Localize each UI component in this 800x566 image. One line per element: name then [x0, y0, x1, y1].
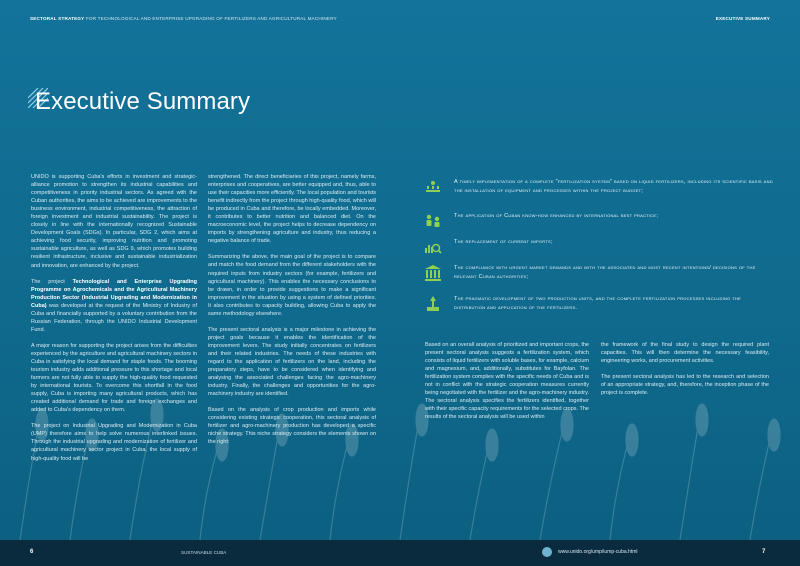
- page-number-left: 6: [30, 549, 34, 555]
- running-header-right: EXECUTIVE SUMMARY: [715, 16, 770, 21]
- strategy-element: [424, 238, 774, 264]
- paragraph: A major reason for supporting the project arises from the difficulties experienced by the agriculture and agricultural machinery sectors in Cuba in satisfying the local demand for staple foods. The booming tourism industry adds additional pressure to this shortage and local farmers are not fully able to supply the high-quality food requested by international tourists. To overcome this shortfall in the food supply, Cuba is importing many agricultural products, which has created additional demand for trade and foreign exchanges and added to Cuba's dependency on them.: [31, 342, 197, 414]
- paragraph: the framework of the final study to design the required plant capacities. This will then determine the necessary feasibility, engineering works, and procurement activities.: [601, 342, 769, 365]
- people-exchange-icon: [424, 212, 442, 230]
- production-plant-icon: [424, 295, 442, 313]
- strategy-element-text: The application of Cuban know-how enhanced by international best practice;: [454, 213, 659, 219]
- header-strategy-label: SECTORAL STRATEGY: [30, 16, 85, 21]
- publication-name: SUSTAINABLE CUBA: [181, 550, 227, 555]
- paragraph: strengthened. The direct beneficiaries of this project, namely farms, enterprises and cooperatives, are better equipped and, thus, able to use their capacities more efficiently. The local population and tourists benefit indirectly from the project through high-quality food, which will be produced in Cuba and therefore, be locally embedded. Moreover, it contributes to better nutrition and balanced diet. On the macroeconomic level, the project helps to decrease dependency on imports by strengthening agriculture and industry, thus reducing a negative balance of trade.: [208, 174, 376, 245]
- strategy-element: [424, 178, 774, 212]
- running-header-left: [30, 16, 337, 26]
- project-name: Technological and Enterprise Upgrading Programme on Agrochemicals and the Agricultural Machinery Production Sector (Industrial Upgrading and Modernization in Cuba): [31, 278, 197, 309]
- paragraph: Based on an overall analysis of prioritized and important crops, the present sectoral analysis suggests a fertilization system, which consists of liquid fertilizers with soluble bases, for example, calcium and magnesium, and, additionally, substitutes for Bayfolan. The fertilization system complies with the specific needs of Cuba and is not in conflict with the strategic cooperation measures currently being negotiated with the fertilizer and the agro-machinery industry. The sectoral analysis specifies the fertilizers identified, together with their specific capacity requirements for the selected crops. The results of the sectoral analysis will be used within: [425, 342, 589, 421]
- paragraph-lead: The project: [31, 278, 65, 285]
- fertilization-system-icon: [424, 178, 442, 196]
- page-title: [31, 88, 250, 118]
- strategy-element: [424, 295, 774, 325]
- page-title-text: Executive Summary: [35, 88, 251, 115]
- strategy-element: [424, 212, 774, 238]
- strategy-element-text: A timely implementation of a complete "fertilization system" based on liquid fertilizers, including its scientific basis and the installation of equipment and processes within the project budget;: [454, 179, 773, 195]
- strategy-element: [424, 264, 774, 295]
- page-number-right: 7: [762, 549, 766, 555]
- strategy-element-text: The replacement of current imports;: [454, 239, 553, 245]
- paragraph: [31, 278, 197, 334]
- paragraph: The present sectoral analysis is a major milestone in achieving the project goals because it enables the identification of the improvement levers. The study initially concentrates on fertilizers and their related industries. The needs of these industries with regard to the application of fertilizers on the land, including the preparatory steps, have to be considered when identifying and analysing the associated challenges facing the agro-machinery industry. Finally, the challenges and opportunities for the agro-machinery industry are identified.: [208, 326, 376, 398]
- magnifier-chart-icon: [424, 238, 442, 256]
- paragraph: Summarizing the above, the main goal of the project is to compare and match the food demand from the different stakeholders with the required inputs from industry sectors (for example, fertilizers and agricultural machinery). This enables the necessary conclusions to be drawn, in order to provide suggestions to make a significant improvement in the situation by using a system of defined priorities. It also contributes to capacity building, allowing Cuba to apply the same methodology elsewhere.: [208, 254, 376, 317]
- header-strategy-subtitle: FOR TECHNOLOGICAL AND ENTERPRISE UPGRADING OF FERTILIZERS AND AGRICULTURAL MACHINERY: [85, 16, 337, 21]
- paragraph: The project on Industrial Upgrading and Modernization in Cuba (UMP) therefore aims to help solve numerous interlinked issues. Through the industrial upgrading and modernization of fertilizer and agricultural machinery sector project in Cuba, the local supply of high-quality food will be: [31, 423, 197, 462]
- paragraph: The present sectoral analysis has led to the research and selection of an appropriate strategy, and, therefore, the inception phase of the project is complete.: [601, 374, 769, 397]
- text-column-3: [425, 341, 589, 429]
- niche-strategy-elements: [424, 178, 774, 325]
- text-column-2: [208, 173, 376, 454]
- paragraph: UNIDO is supporting Cuba's efforts in investment and strategic-alliance promotion to strengthen its industrial capabilities and competitiveness in priority industrial sectors. As agreed with the Cuban authorities, the aims to be achieved are improvements to the business environment, industrial competitiveness, the attraction of foreign investment and industrial sustainability. The project is closely in line with the internationally recognized Sustainable Development Goals (SDGs). In particular, SDG 2, which aims at achieving food security, improving nutrition and promoting sustainable agriculture, as well as SDG 9, which promotes building resilient infrastructure, inclusive and sustainable industrialization and innovation, are enhanced by the project.: [31, 174, 197, 269]
- government-building-icon: [424, 264, 442, 282]
- strategy-element-text: The pragmatic development of two production units, and the complete fertilization processes including the distribution and application of the fertilizers.: [454, 296, 742, 312]
- strategy-element-text: The compliance with urgent market demands and with the associated and most recent intentions/ decisions of the relevant Cuban authorities;: [454, 265, 756, 281]
- text-column-1: [31, 173, 197, 471]
- paragraph-continuation: was developed at the request of the Ministry of Industry of Cuba and financially supported by a voluntary contribution from the Russian Federation, through the UNIDO Industrial Development Fund.: [31, 302, 197, 333]
- paragraph: Based on the analysis of crop production and imports while considering existing strategic cooperation, this sectoral analysis of fertilizer and agro-machinery production has developed a specific niche strategy. This niche strategy considers the elements shown on the right:: [208, 407, 376, 446]
- text-column-4: [601, 341, 769, 405]
- project-url-link[interactable]: www.unido.org/ump/iump-cuba.html: [558, 549, 638, 555]
- page-footer: [0, 540, 800, 566]
- globe-icon: [542, 547, 552, 557]
